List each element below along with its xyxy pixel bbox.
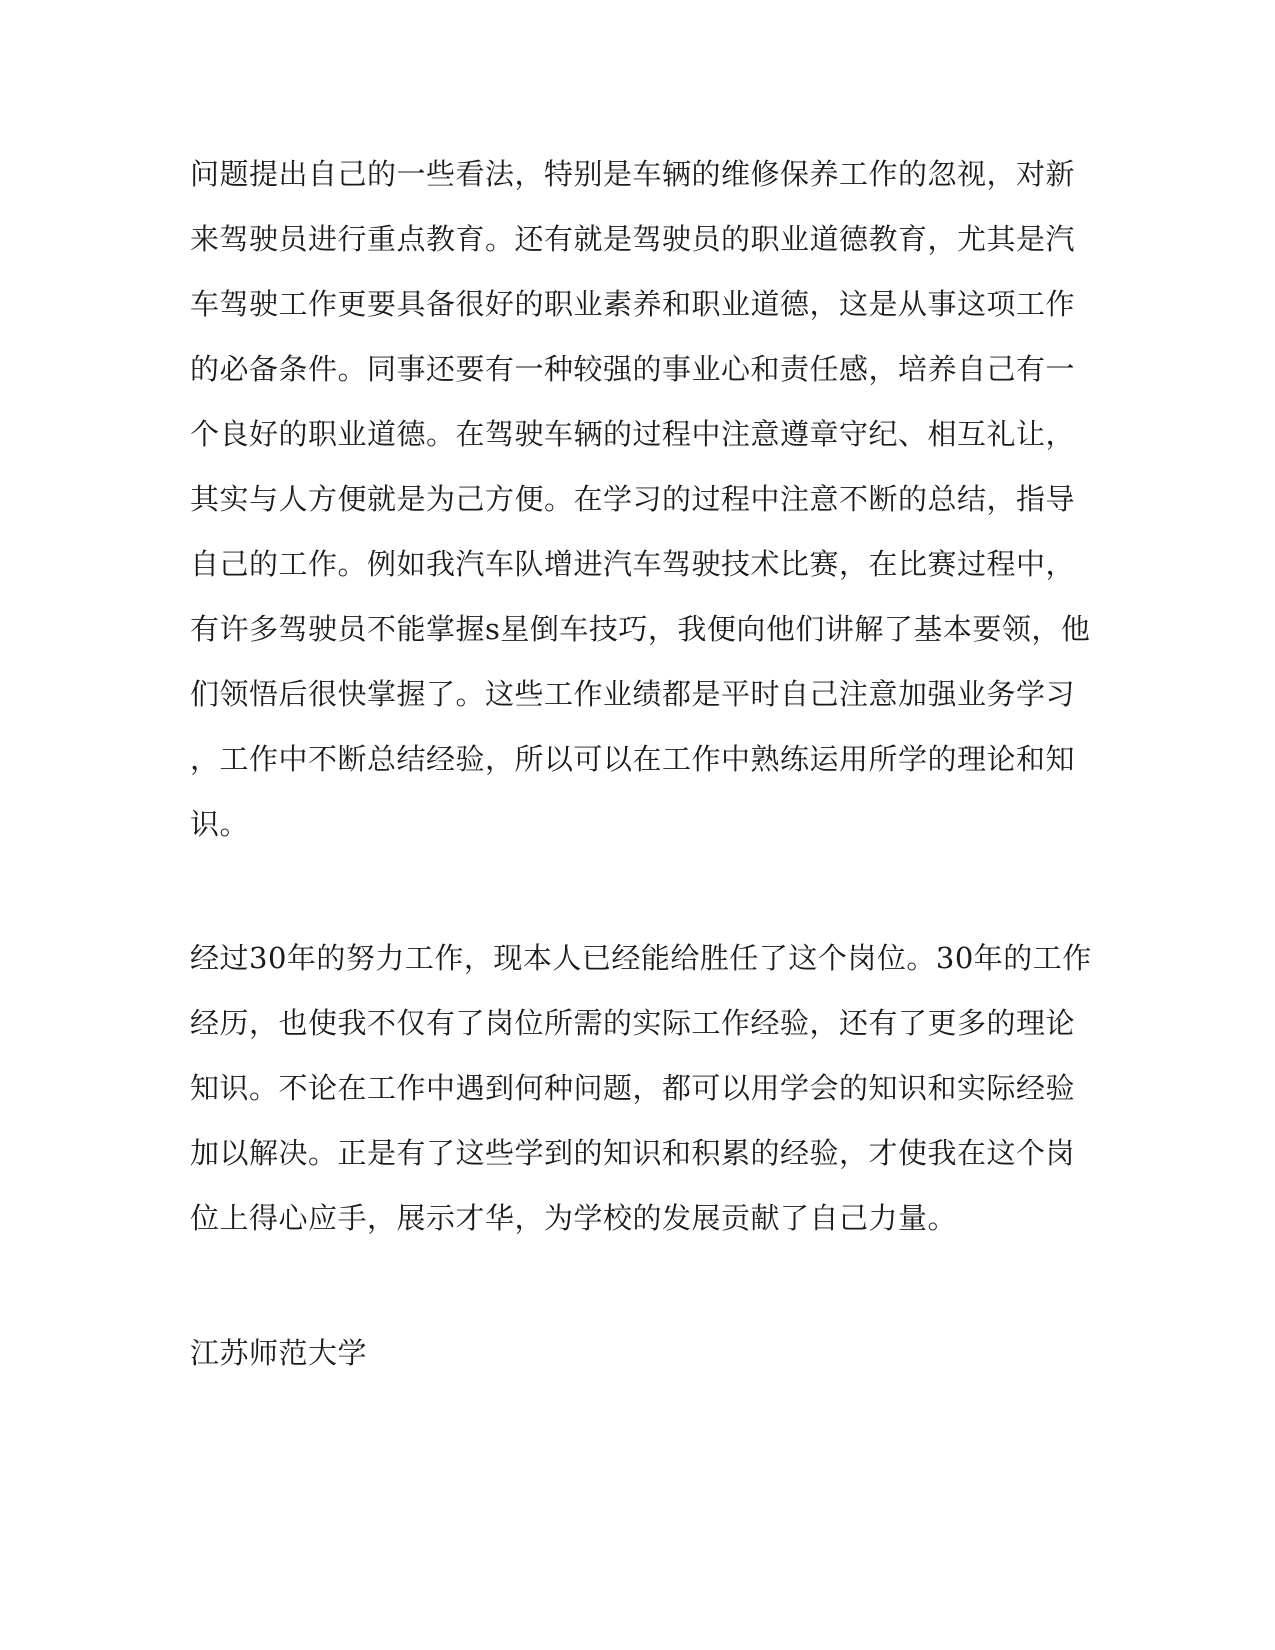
signature: 江苏师范大学 xyxy=(190,1336,368,1370)
paragraph-line: 位上得心应手，展示才华，为学校的发展贡献了自己力量。 xyxy=(190,1201,958,1235)
paragraph-line: 知识。不论在工作中遇到何种问题，都可以用学会的知识和实际经验 xyxy=(190,1071,1076,1105)
paragraph-line: 们领悟后很快掌握了。这些工作业绩都是平时自己注意加强业务学习 xyxy=(190,677,1076,711)
paragraph-line: 经历，也使我不仅有了岗位所需的实际工作经验，还有了更多的理论 xyxy=(190,1006,1076,1040)
paragraph-line: 识。 xyxy=(190,807,250,841)
paragraph-line: 加以解决。正是有了这些学到的知识和积累的经验，才使我在这个岗 xyxy=(190,1136,1076,1170)
paragraph-line: 个良好的职业道德。在驾驶车辆的过程中注意遵章守纪、相互礼让， xyxy=(190,417,1076,451)
paragraph-line: 的必备条件。同事还要有一种较强的事业心和责任感，培养自己有一 xyxy=(190,352,1076,386)
paragraph-line: 经过30年的努力工作，现本人已经能给胜任了这个岗位。30年的工作 xyxy=(190,941,1092,975)
paragraph-line: ，工作中不断总结经验，所以可以在工作中熟练运用所学的理论和知 xyxy=(190,742,1076,776)
paragraph-line: 问题提出自己的一些看法，特别是车辆的维修保养工作的忽视，对新 xyxy=(190,157,1076,191)
paragraph-line: 车驾驶工作更要具备很好的职业素养和职业道德，这是从事这项工作 xyxy=(190,287,1076,321)
paragraph-line: 来驾驶员进行重点教育。还有就是驾驶员的职业道德教育，尤其是汽 xyxy=(190,222,1076,256)
paragraph-line: 自己的工作。例如我汽车队增进汽车驾驶技术比赛，在比赛过程中， xyxy=(190,547,1076,581)
paragraph-line: 其实与人方便就是为己方便。在学习的过程中注意不断的总结，指导 xyxy=(190,482,1076,516)
paragraph-line: 有许多驾驶员不能掌握s星倒车技巧，我便向他们讲解了基本要领，他 xyxy=(190,612,1091,646)
